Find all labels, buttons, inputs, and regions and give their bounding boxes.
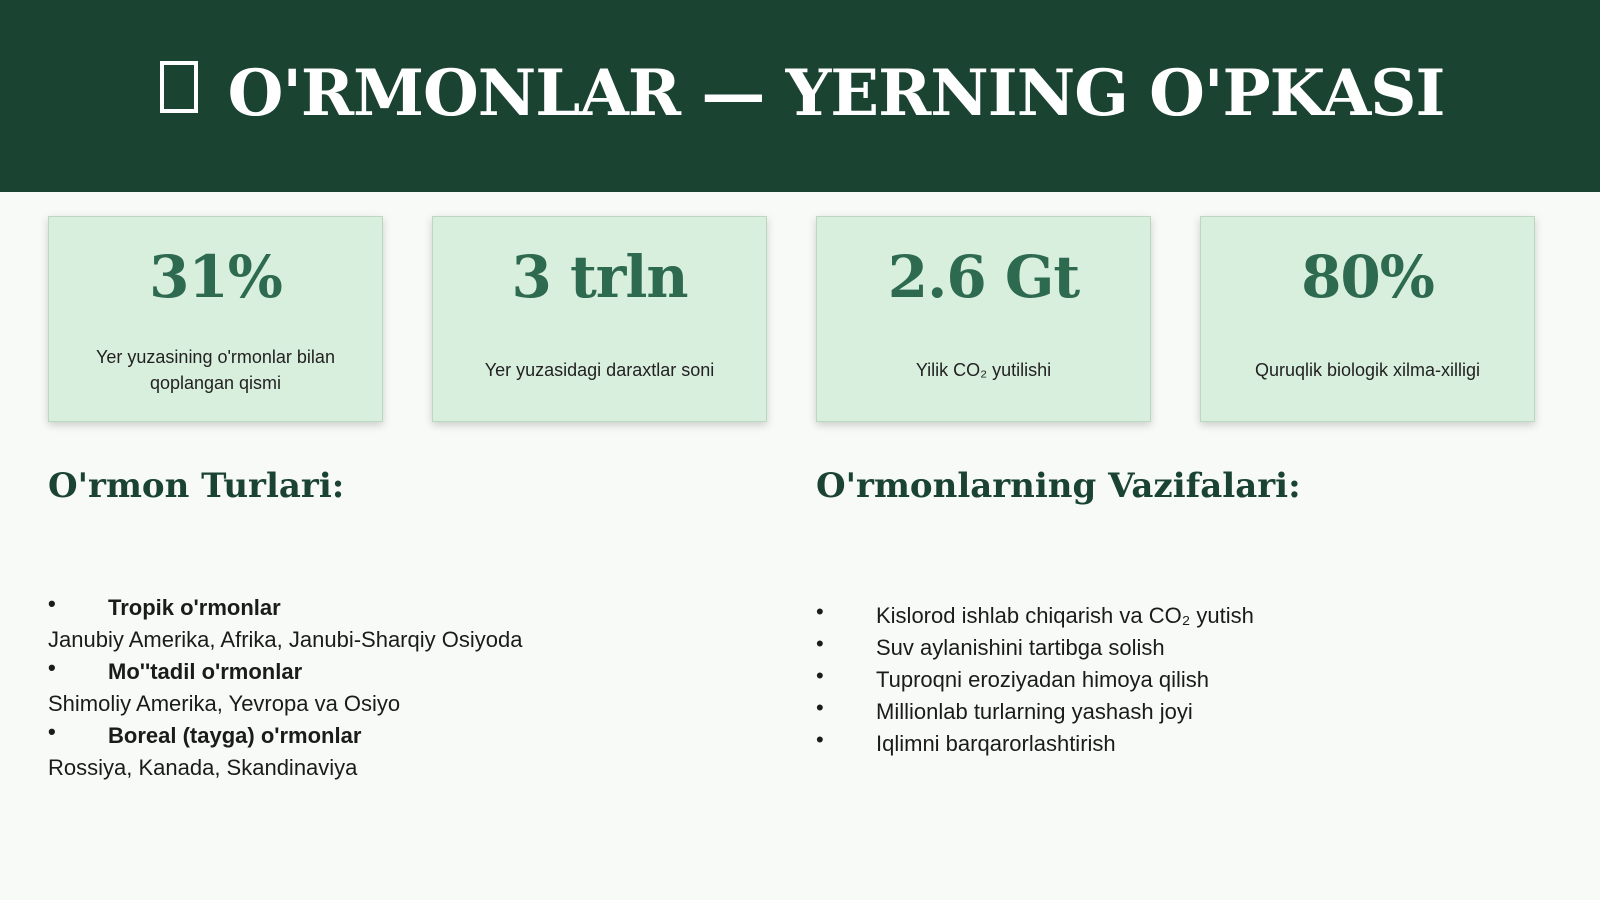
list-item: • Iqlimni barqarorlashtirish — [816, 728, 1516, 760]
list-item: • Suv aylanishini tartibga solish — [816, 632, 1516, 664]
forest-functions-heading: O'rmonlarning Vazifalari: — [816, 466, 1301, 506]
stat-value: 3 trln — [511, 243, 688, 311]
forest-types-heading: O'rmon Turlari: — [48, 466, 345, 506]
stat-label: Quruqlik biologik xilma-xilligi — [1254, 360, 1481, 380]
stat-card-tree-count — [432, 216, 767, 422]
stat-label: Yer yuzasining o'rmonlar bilan qoplangan qismi — [96, 347, 335, 393]
list-item — [48, 720, 748, 784]
forest-functions-list — [816, 600, 1516, 760]
tree-icon — [156, 56, 202, 131]
list-item — [48, 592, 748, 656]
header-banner — [0, 0, 1600, 192]
list-item — [48, 656, 748, 720]
forest-type-name: • Mo''tadil o'rmonlar — [48, 656, 748, 688]
stat-card-biodiversity — [1200, 216, 1535, 422]
list-item: • Tuproqni eroziyadan himoya qilish — [816, 664, 1516, 696]
forest-type-region: Shimoliy Amerika, Yevropa va Osiyo — [48, 691, 401, 716]
stat-value: 31% — [149, 243, 282, 311]
stat-card-co2-absorption — [816, 216, 1151, 422]
forest-type-region: Janubiy Amerika, Afrika, Janubi-Sharqiy Osiyoda — [48, 627, 523, 652]
stat-value: 2.6 Gt — [887, 243, 1080, 311]
forest-type-region: Rossiya, Kanada, Skandinaviya — [48, 755, 358, 780]
forest-type-name: • Boreal (tayga) o'rmonlar — [48, 720, 748, 752]
stat-label: Yilik CO₂ yutilishi — [915, 360, 1052, 380]
list-item: • Kislorod ishlab chiqarish va CO₂ yutish — [816, 600, 1516, 632]
page-title — [0, 56, 1600, 131]
forest-types-list — [48, 592, 748, 784]
stat-label: Yer yuzasidagi daraxtlar soni — [484, 360, 715, 380]
page-title-text: O'RMONLAR — YERNING O'PKASI — [227, 56, 1445, 131]
forest-type-name: • Tropik o'rmonlar — [48, 592, 748, 624]
list-item: • Millionlab turlarning yashash joyi — [816, 696, 1516, 728]
stat-card-forest-coverage — [48, 216, 383, 422]
stat-value: 80% — [1301, 243, 1434, 311]
